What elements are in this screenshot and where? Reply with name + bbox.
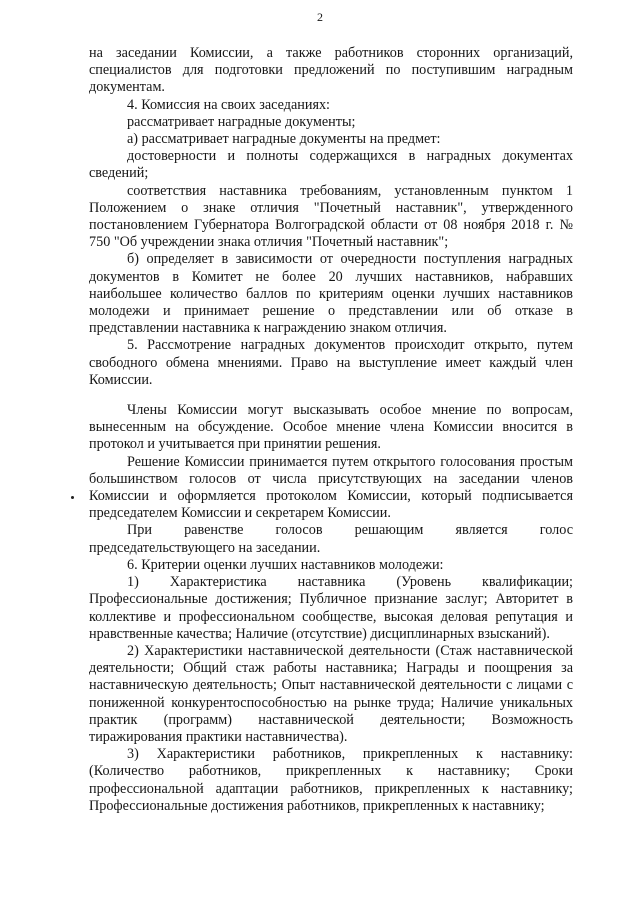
paragraph-item-5: 5. Рассмотрение наградных документов происходит открыто, путем свободного обмена мнениями. Право на выступление имеет каждый член Комиссии. <box>89 337 573 388</box>
paragraph-continuation: на заседании Комиссии, а также работников сторонних организаций, специалистов для подготовки предложений по поступившим наградным документам. <box>89 45 573 96</box>
paragraph-equal-votes: При равенстве голосов решающим является голос председательствующего на заседании. <box>89 522 573 556</box>
document-body <box>89 45 573 815</box>
paragraph-item-6: 6. Критерии оценки лучших наставников молодежи: <box>127 556 444 573</box>
paragraph-voting: Решение Комиссии принимается путем открытого голосования простым большинством голосов от числа присутствующих на заседании членов Комиссии и оформляется протоколом Комиссии, который подписывается председателем Комиссии и секретарем Комиссии. <box>89 453 573 522</box>
paragraph-reliability: достоверности и полноты содержащихся в наградных документах сведений; <box>89 148 573 182</box>
paragraph-subitem-b: б) определяет в зависимости от очередности поступления наградных документов в Комитет не более 20 лучших наставников, набравших наибольшее количество баллов по критериям оценки лучших наставников молодежи и принимает решение о представлении или об отказе в представлении наставника к награждению знаком отличия. <box>89 251 573 337</box>
paragraph-item-4: 4. Комиссия на своих заседаниях: <box>127 96 331 113</box>
paragraph-subitem-a: а) рассматривает наградные документы на предмет: <box>127 131 441 148</box>
page-number: 2 <box>317 10 323 24</box>
paragraph-criteria-2: 2) Характеристики наставнической деятельности (Стаж наставнической деятельности; Общий стаж работы наставника; Награды и поощрения за наставническую деятельность; Опыт наставнической деятельности с лицами с пониженной конкурентоспособностью на рынке труда; Наличие уникальных практик (программ) наставнической деятельности; Возможность тиражирования практики наставничества). <box>89 642 573 745</box>
paragraph-compliance: соответствия наставника требованиям, установленным пунктом 1 Положением о знаке отличия "Почетный наставник", утвержденного постановлением Губернатора Волгоградской области от 08 ноября 2018 г. № 750 "Об учреждении знака отличия "Почетный наставник"; <box>89 182 573 251</box>
scan-speck <box>71 496 74 499</box>
paragraph-criteria-1: 1) Характеристика наставника (Уровень квалификации; Профессиональные достижения; Публичное признание заслуг; Авторитет в коллективе и профессиональном сообществе, высокая деловая репутация и нравственные качества; Наличие (отсутствие) дисциплинарных взысканий). <box>89 574 573 642</box>
paragraph-reviews-documents: рассматривает наградные документы; <box>127 113 356 130</box>
paragraph-special-opinion: Члены Комиссии могут высказывать особое мнение по вопросам, вынесенным на обсуждение. Особое мнение члена Комиссии вносится в протокол и учитывается при принятии решения. <box>89 402 573 453</box>
paragraph-criteria-3: 3) Характеристики работников, прикрепленных к наставнику: (Количество работников, прикрепленных к наставнику; Сроки профессиональной адаптации работников, прикрепленных к наставнику; Профессиональные достижения работников, прикрепленных к наставнику; <box>89 746 573 814</box>
